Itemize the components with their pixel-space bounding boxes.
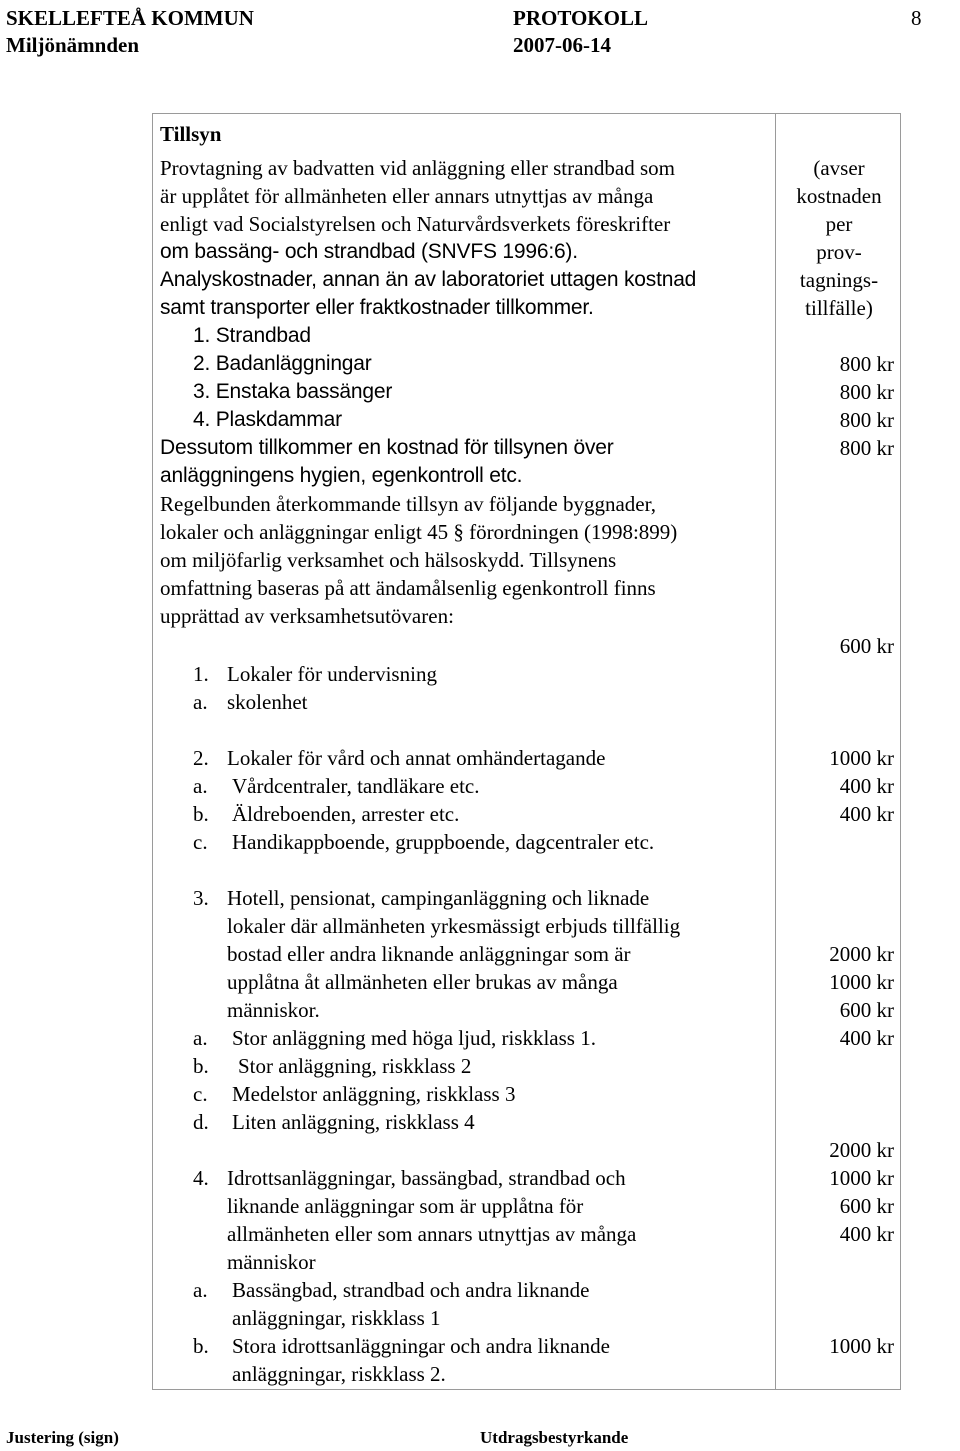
text-line: upprättad av verksamhetsutövaren:	[160, 604, 454, 628]
list-item: 4. Plaskdammar	[193, 408, 342, 431]
list-item: anläggningar, riskklass 1	[232, 1306, 441, 1330]
list-item: liknande anläggningar som är upplåtna för	[227, 1194, 584, 1218]
fee-amount: 1000 kr	[829, 1166, 894, 1190]
list-item: Stor anläggning, riskklass 2	[238, 1054, 472, 1078]
fee-amount: 400 kr	[839, 774, 894, 798]
org-name: SKELLEFTEÅ KOMMUN	[6, 6, 254, 30]
fee-note: kostnaden	[796, 184, 882, 208]
list-item: Vårdcentraler, tandläkare etc.	[232, 774, 480, 798]
fee-amount: 800 kr	[839, 436, 894, 460]
list-number: c.	[193, 1082, 208, 1106]
fee-amount: 1000 kr	[829, 1334, 894, 1358]
footer-utdrag: Utdragsbestyrkande	[480, 1428, 629, 1447]
text-line: om miljöfarlig verksamhet och hälsoskydd. Tillsynens	[160, 548, 617, 572]
list-item: anläggningar, riskklass 2.	[232, 1362, 446, 1386]
list-number: a.	[193, 690, 208, 714]
list-number: b.	[193, 1054, 209, 1078]
list-number: 2.	[193, 746, 209, 770]
list-number: c.	[193, 830, 208, 854]
list-number: 1.	[193, 662, 209, 686]
fee-amount: 400 kr	[839, 1026, 894, 1050]
fee-note: per	[825, 212, 853, 236]
list-item: Äldreboenden, arrester etc.	[232, 802, 460, 826]
list-number: a.	[193, 1278, 208, 1302]
fee-amount: 400 kr	[839, 802, 894, 826]
list-item: upplåtna åt allmänheten eller brukas av många	[227, 970, 618, 994]
fee-amount: 800 kr	[839, 352, 894, 376]
fee-amount: 600 kr	[839, 998, 894, 1022]
fee-note: tagnings-	[799, 268, 879, 292]
list-item: lokaler där allmänheten yrkesmässigt erbjuds tillfällig	[227, 914, 681, 938]
fee-amount: 800 kr	[839, 380, 894, 404]
text-line: är upplåtet för allmänheten eller annars utnyttjas av många	[160, 184, 654, 208]
page-number: 8	[911, 6, 922, 30]
doc-type: PROTOKOLL	[513, 6, 648, 30]
list-item: 3. Enstaka bassänger	[193, 380, 393, 403]
list-item: Stora idrottsanläggningar och andra liknande	[232, 1334, 610, 1358]
list-item: 2. Badanläggningar	[193, 352, 372, 375]
text-line: Regelbunden återkommande tillsyn av följande byggnader,	[160, 492, 657, 516]
list-item: Bassängbad, strandbad och andra liknande	[232, 1278, 590, 1302]
text-line: anläggningens hygien, egenkontroll etc.	[160, 464, 523, 487]
fee-amount: 1000 kr	[829, 970, 894, 994]
text-line: lokaler och anläggningar enligt 45 § förordningen (1998:899)	[160, 520, 678, 544]
list-item: 1. Strandbad	[193, 324, 311, 347]
board-name: Miljönämnden	[6, 33, 140, 57]
fee-amount: 400 kr	[839, 1222, 894, 1246]
list-item: Handikappboende, gruppboende, dagcentraler etc.	[232, 830, 655, 854]
list-number: 3.	[193, 886, 209, 910]
list-item: människor	[227, 1250, 316, 1274]
column-divider	[775, 114, 776, 1389]
text-line: enligt vad Socialstyrelsen och Naturvårdsverkets föreskrifter	[160, 212, 671, 236]
fee-amount: 600 kr	[839, 1194, 894, 1218]
doc-date: 2007-06-14	[513, 33, 611, 57]
text-line: omfattning baseras på att ändamålsenlig egenkontroll finns	[160, 576, 656, 600]
list-number: b.	[193, 1334, 209, 1358]
fee-note: (avser	[813, 156, 865, 180]
text-line: Analyskostnader, annan än av laboratoriet uttagen kostnad	[160, 268, 697, 291]
list-item: Lokaler för undervisning	[227, 662, 437, 686]
list-item: Medelstor anläggning, riskklass 3	[232, 1082, 516, 1106]
text-line: Provtagning av badvatten vid anläggning eller strandbad som	[160, 156, 675, 180]
list-number: a.	[193, 1026, 208, 1050]
section-title: Tillsyn	[160, 122, 222, 146]
text-line: Dessutom tillkommer en kostnad för tillsynen över	[160, 436, 614, 459]
fee-note: tillfälle)	[805, 296, 873, 320]
list-number: 4.	[193, 1166, 209, 1190]
text-line: samt transporter eller fraktkostnader tillkommer.	[160, 296, 594, 319]
fee-amount: 600 kr	[839, 634, 894, 658]
fee-note: prov-	[816, 240, 862, 264]
list-item: Hotell, pensionat, campinganläggning och liknade	[227, 886, 650, 910]
list-item: allmänheten eller som annars utnyttjas av många	[227, 1222, 637, 1246]
text-line: om bassäng- och strandbad (SNVFS 1996:6).	[160, 240, 578, 263]
list-number: b.	[193, 802, 209, 826]
list-item: Idrottsanläggningar, bassängbad, strandbad och	[227, 1166, 626, 1190]
list-item: Stor anläggning med höga ljud, riskklass 1.	[232, 1026, 596, 1050]
list-item: bostad eller andra liknande anläggningar som är	[227, 942, 631, 966]
list-number: d.	[193, 1110, 209, 1134]
footer-justering: Justering (sign)	[6, 1428, 119, 1447]
list-item: Lokaler för vård och annat omhändertagande	[227, 746, 606, 770]
list-item: människor.	[227, 998, 320, 1022]
list-number: a.	[193, 774, 208, 798]
fee-amount: 800 kr	[839, 408, 894, 432]
list-item: skolenhet	[227, 690, 308, 714]
fee-amount: 2000 kr	[829, 1138, 894, 1162]
fee-amount: 2000 kr	[829, 942, 894, 966]
list-item: Liten anläggning, riskklass 4	[232, 1110, 475, 1134]
fee-amount: 1000 kr	[829, 746, 894, 770]
